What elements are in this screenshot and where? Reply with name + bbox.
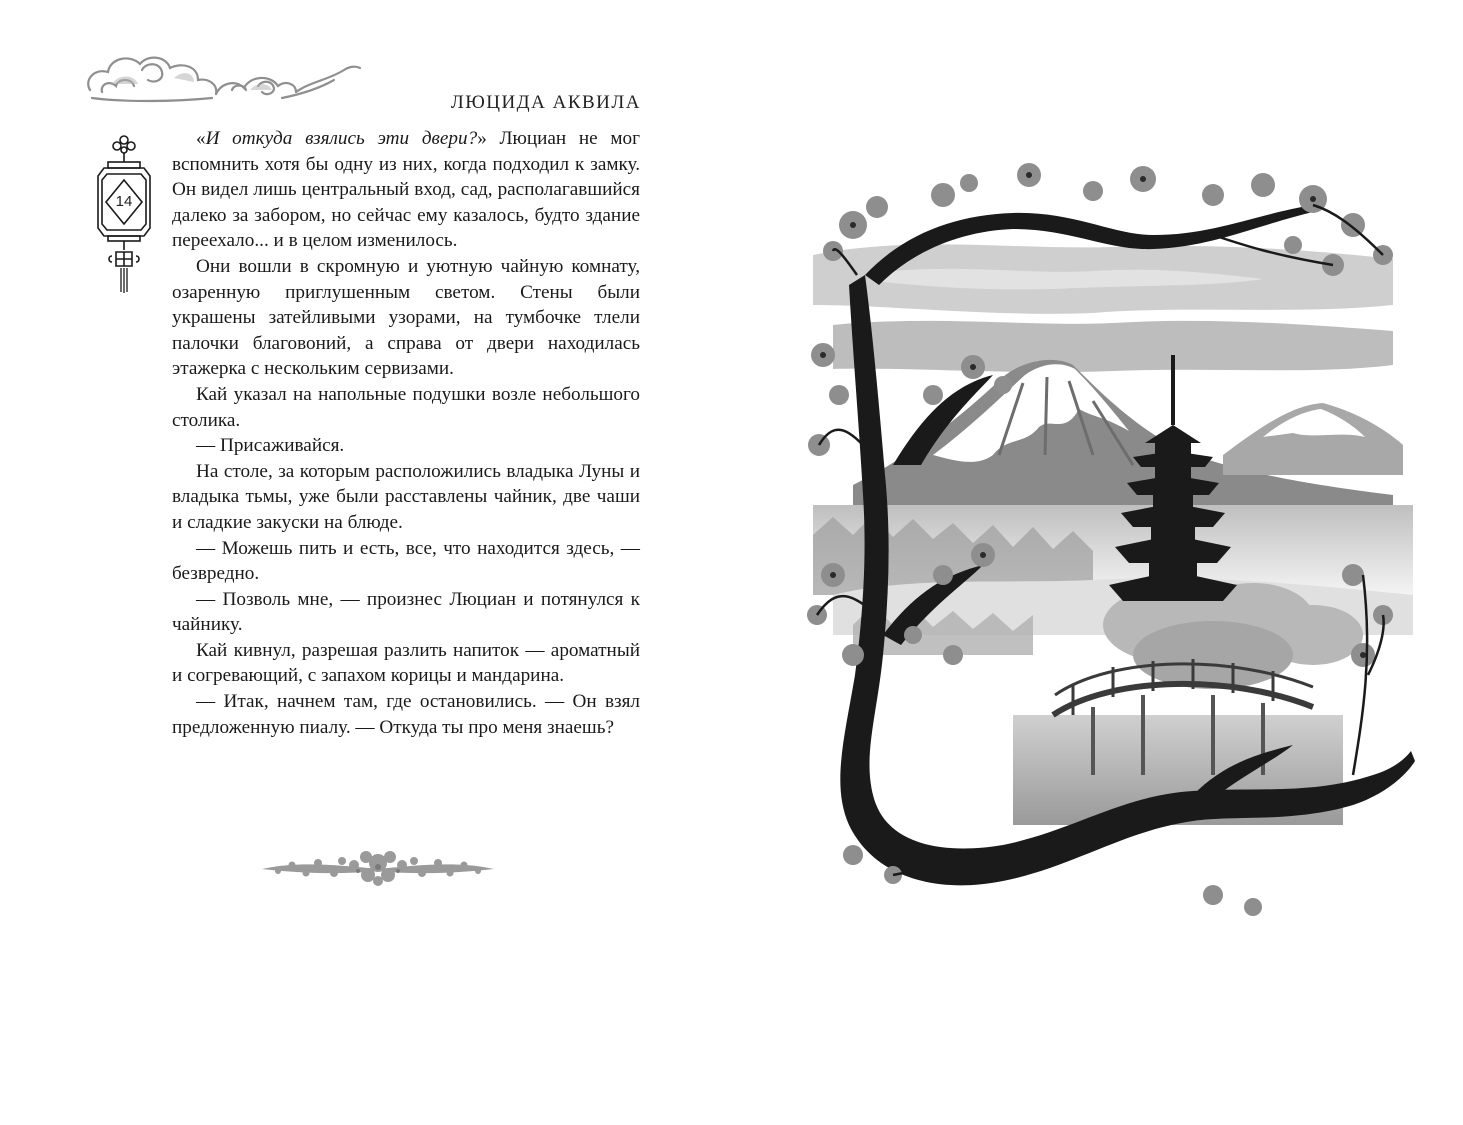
left-page [0, 0, 731, 1125]
paragraph: — Позволь мне, — произнес Люциан и потянулся к чайнику. [172, 588, 640, 636]
mountain-pagoda-illustration [793, 155, 1433, 925]
floral-divider-icon [258, 843, 498, 895]
paragraph: Кай указал на напольные подушки возле небольшого столика. [172, 383, 640, 431]
paragraph [172, 126, 640, 254]
paragraph: Кай кивнул, разрешая разлить напиток — ароматный и согревающий, с запахом корицы и мандарина. [172, 639, 640, 687]
paragraph: — Итак, начнем там, где остановились. — Он взял предложенную пиалу. — Откуда ты про меня знаешь? [172, 691, 640, 738]
right-page [731, 0, 1463, 1125]
paragraph: — Присаживайся. [196, 435, 345, 457]
cloud-ornament-icon [82, 40, 362, 104]
paragraph: — Можешь пить и есть, все, что находится здесь, — безвредно. [172, 537, 640, 585]
body-text [172, 126, 640, 740]
quote-mark: « [196, 128, 206, 149]
paragraph-text: Люциан не мог вспомнить хотя бы одну из них, когда подходил к замку. Он видел лишь центральный вход, сад, располагавшийся далеко за забором, но сейчас ему казалось, будто здание переехало... и в целом изменилось. [172, 128, 640, 252]
italic-thought: И откуда взялись эти двери? [205, 128, 478, 149]
running-title: ЛЮЦИДА АКВИЛА [450, 92, 641, 113]
paragraph: На столе, за которым расположились владыка Луны и владыка тьмы, уже были расставлены чайник, две чаши и сладкие закуски на блюде. [172, 460, 640, 533]
page-number: 14 [115, 193, 133, 210]
page-number-pendant-icon [92, 132, 156, 294]
paragraph: Они вошли в скромную и уютную чайную комнату, озаренную приглушенным светом. Стены были украшены затейливыми узорами, на тумбочке тлели палочки благовоний, а справа от двери находилась этажерка с нескольким сервизами. [172, 255, 640, 380]
quote-mark: » [477, 128, 487, 149]
